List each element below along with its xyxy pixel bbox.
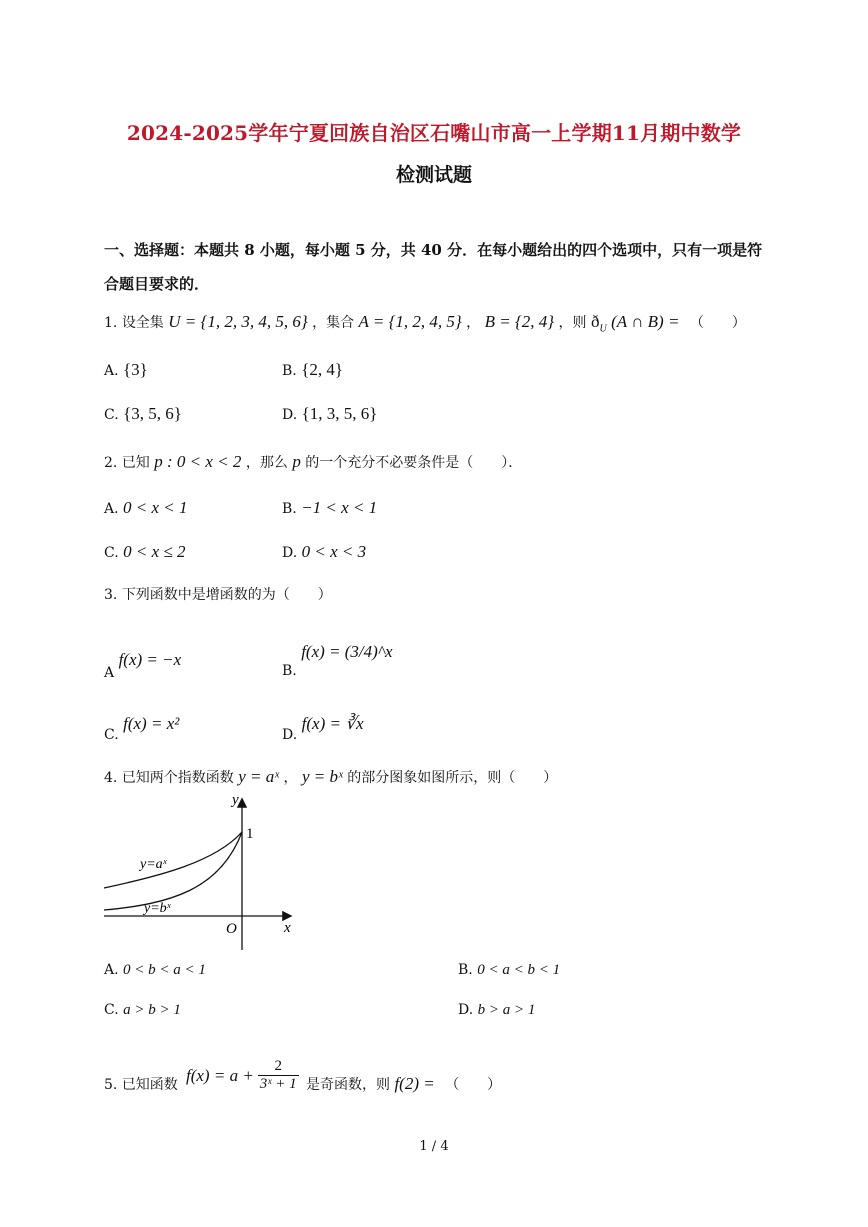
section-heading-line1: 一、选择题：本题共 8 小题，每小题 5 分，共 40 分．在每小题给出的四个选项中，只有一项是符 [104,241,763,259]
option-label: B. [282,663,297,679]
question-2-text-a: 已知 [121,455,150,471]
question-3-number: 3. [104,587,118,603]
option-label: A [104,665,115,681]
question-1-math-b: B = {2, 4} [484,312,555,331]
question-2-text-b: ，那么 [245,455,288,471]
page-subtitle: 检测试题 [395,164,472,186]
option-value: −1 < x < 1 [301,498,378,517]
option-value: 0 < a < b < 1 [477,962,561,978]
question-4-option-a [104,962,206,979]
question-1-text-b: ，集合 [312,315,355,331]
origin-label: O [226,921,237,937]
question-1-text-c: ， [466,315,481,331]
option-value: {2, 4} [301,360,344,379]
question-2-option-a [104,498,188,518]
option-label: A. [104,501,119,517]
question-1-option-c [104,404,182,424]
option-value: 0 < x < 3 [301,542,367,561]
question-3-text-a: 下列函数中是增函数的为（ ） [121,587,332,603]
question-5-function [186,1058,299,1093]
question-1 [104,312,746,334]
question-5-prefix [104,1074,178,1094]
question-4 [104,767,557,787]
question-1-complement-symbol: ð [590,312,600,331]
question-2-option-c [104,542,185,562]
option-value: 0 < x ≤ 2 [123,542,186,561]
intercept-label: 1 [246,826,254,842]
question-5-math-b: f(2) = [394,1074,435,1093]
question-1-math-a: A = {1, 2, 4, 5} [358,312,462,331]
question-5-math-lhs: f(x) = a + [186,1065,254,1085]
question-5-suffix [306,1074,501,1094]
question-4-option-d [458,1002,535,1019]
question-4-text-b: ， [283,770,298,786]
option-label: D. [282,727,298,743]
curve-a-label: y=aˣ [140,857,167,872]
option-value: f(x) = (3/4)^x [301,642,393,661]
option-value: {3, 5, 6} [123,404,182,423]
page-number: 1 / 4 [419,1139,449,1154]
question-4-option-b [458,962,560,979]
question-3-option-c [104,714,180,743]
fraction-numerator: 2 [274,1058,282,1074]
option-value: 0 < b < a < 1 [123,962,206,978]
question-4-option-c [104,1002,181,1019]
option-value: f(x) = −x [118,650,182,669]
option-label: D. [282,407,298,423]
question-1-complement-sub: U [599,323,607,335]
question-2-math-b: p [292,452,301,471]
question-2-number: 2. [104,455,118,471]
question-5-blank: （ ） [445,1077,502,1093]
curve-b-label: y=bˣ [144,901,171,916]
option-label: C. [104,545,119,561]
option-value: f(x) = ∛x [301,714,364,733]
question-5-text-a: 已知函数 [121,1077,178,1093]
option-label: C. [104,1002,119,1018]
question-1-math-u: U = {1, 2, 3, 4, 5, 6} [168,312,308,331]
section-heading [104,233,764,301]
option-label: B. [282,501,297,517]
question-1-option-a [104,360,148,380]
question-4-math-a: y = aˣ [238,767,280,786]
page-title: 2024-2025学年宁夏回族自治区石嘴山市高一上学期11月期中数学 [126,121,742,145]
question-3 [104,584,332,604]
question-2-math-a: p : 0 < x < 2 [154,452,242,471]
option-label: D. [458,1002,474,1018]
question-2-text-c: 的一个充分不必要条件是（ ）． [305,455,523,471]
option-label: A. [104,363,119,379]
question-3-option-d [282,714,364,743]
option-value: {3} [123,360,148,379]
question-1-option-d [282,404,377,424]
question-1-math-expr: (A ∩ B) = [611,312,680,331]
fraction-denominator: 3ˣ + 1 [259,1076,297,1092]
question-4-number: 4. [104,770,118,786]
question-1-text-a: 设全集 [121,315,164,331]
option-label: C. [104,407,119,423]
question-3-option-a [104,650,182,681]
option-value: a > b > 1 [123,1002,181,1018]
question-1-text-d: ，则 [558,315,587,331]
exponential-graph [100,790,300,955]
question-5-fraction [258,1058,299,1093]
question-1-option-b [282,360,343,380]
question-1-number: 1. [104,315,118,331]
section-heading-line2: 合题目要求的． [104,275,210,293]
option-value: f(x) = x² [123,714,180,733]
question-4-text-a: 已知两个指数函数 [121,770,234,786]
question-4-math-b: y = bˣ [302,767,343,786]
question-2 [104,452,522,472]
option-value: 0 < x < 1 [123,498,188,517]
question-5-number: 5. [104,1077,118,1093]
question-2-option-b [282,498,377,518]
question-1-blank: （ ） [689,315,746,331]
option-label: B. [282,363,297,379]
x-axis-label: x [284,920,291,936]
option-label: B. [458,962,473,978]
question-5-text-b: 是奇函数，则 [306,1077,390,1093]
question-2-option-d [282,542,366,562]
question-1-complement [590,312,607,335]
option-label: D. [282,545,298,561]
option-value: b > a > 1 [477,1002,536,1018]
y-axis-label: y [232,792,239,808]
curve-a [104,832,242,888]
question-3-option-b [282,642,393,679]
question-4-text-c: 的部分图象如图所示，则（ ） [347,770,558,786]
option-label: C. [104,727,119,743]
option-label: A. [104,962,119,978]
option-value: {1, 3, 5, 6} [301,404,378,423]
